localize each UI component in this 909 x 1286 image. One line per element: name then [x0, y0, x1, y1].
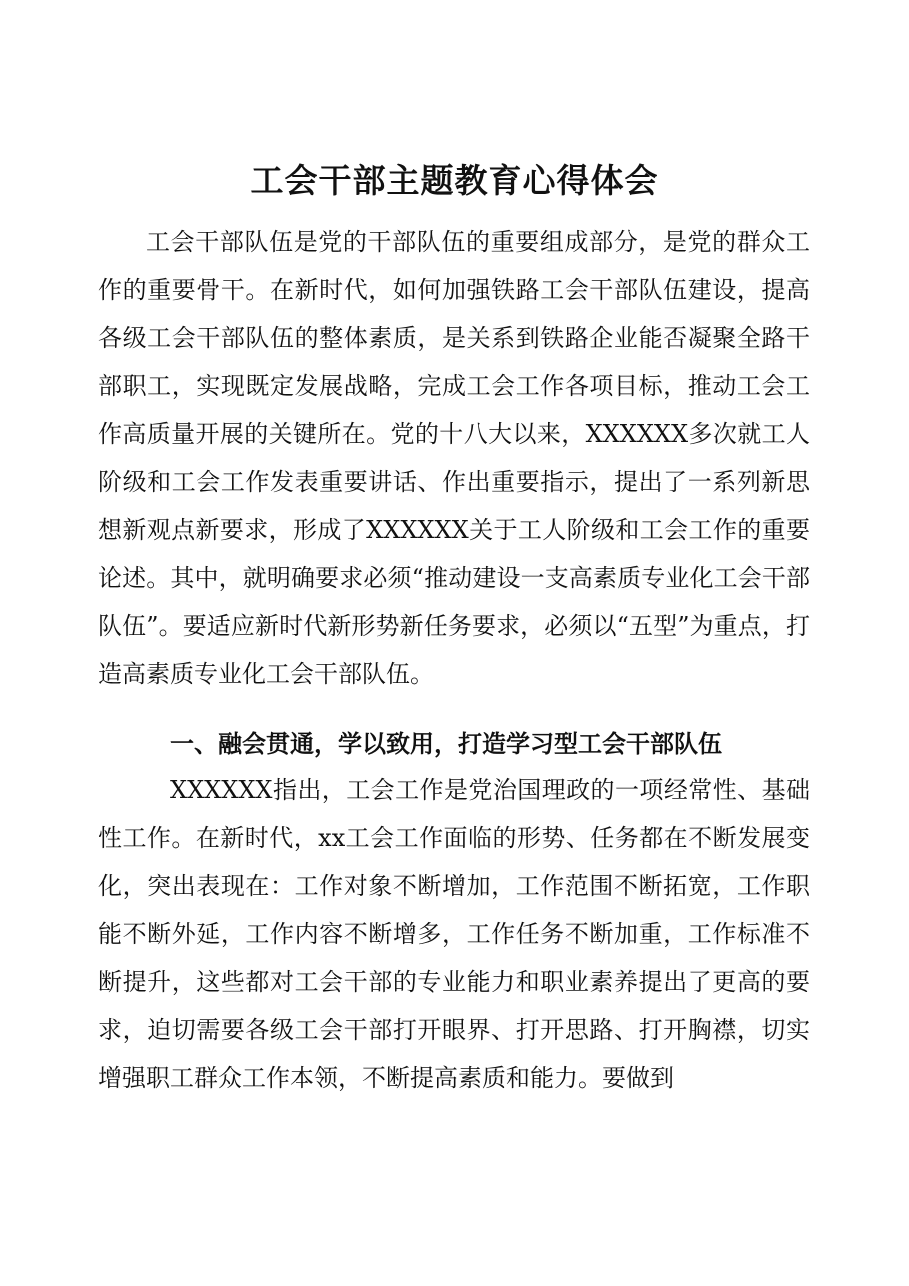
intro-paragraph: 工会干部队伍是党的干部队伍的重要组成部分，是党的群众工作的重要骨干。在新时代，如何加强铁路工会干部队伍建设，提高各级工会干部队伍的整体素质，是关系到铁路企业能否凝聚全路干部职工，实现既定发展战略，完成工会工作各项目标，推动工会工作高质量开展的关键所在。党的十八大以来，XXXXXX多次就工人阶级和工会工作发表重要讲话、作出重要指示，提出了一系列新思想新观点新要求，形成了XXXXXX关于工人阶级和工会工作的重要论述。其中，就明确要求必须“推动建设一支高素质专业化工会干部队伍”。要适应新时代新形势新任务要求，必须以“五型”为重点，打造高素质专业化工会干部队伍。	[98, 228, 810, 688]
document-title: 工会干部主题教育心得体会	[250, 161, 659, 200]
section-heading-1: 一、融会贯通，学以致用，打造学习型工会干部队伍	[170, 730, 722, 758]
section-1-paragraph: XXXXXX指出，工会工作是党治国理政的一项经常性、基础性工作。在新时代，xx工会工作面临的形势、任务都在不断发展变化，突出表现在：工作对象不断增加，工作范围不断拓宽，工作职能不断外延，工作内容不断增多，工作任务不断加重，工作标准不断提升，这些都对工会干部的专业能力和职业素养提出了更高的要求，迫切需要各级工会干部打开眼界、打开思路、打开胸襟，切实增强职工群众工作本领，不断提高素质和能力。要做到	[98, 776, 810, 1092]
